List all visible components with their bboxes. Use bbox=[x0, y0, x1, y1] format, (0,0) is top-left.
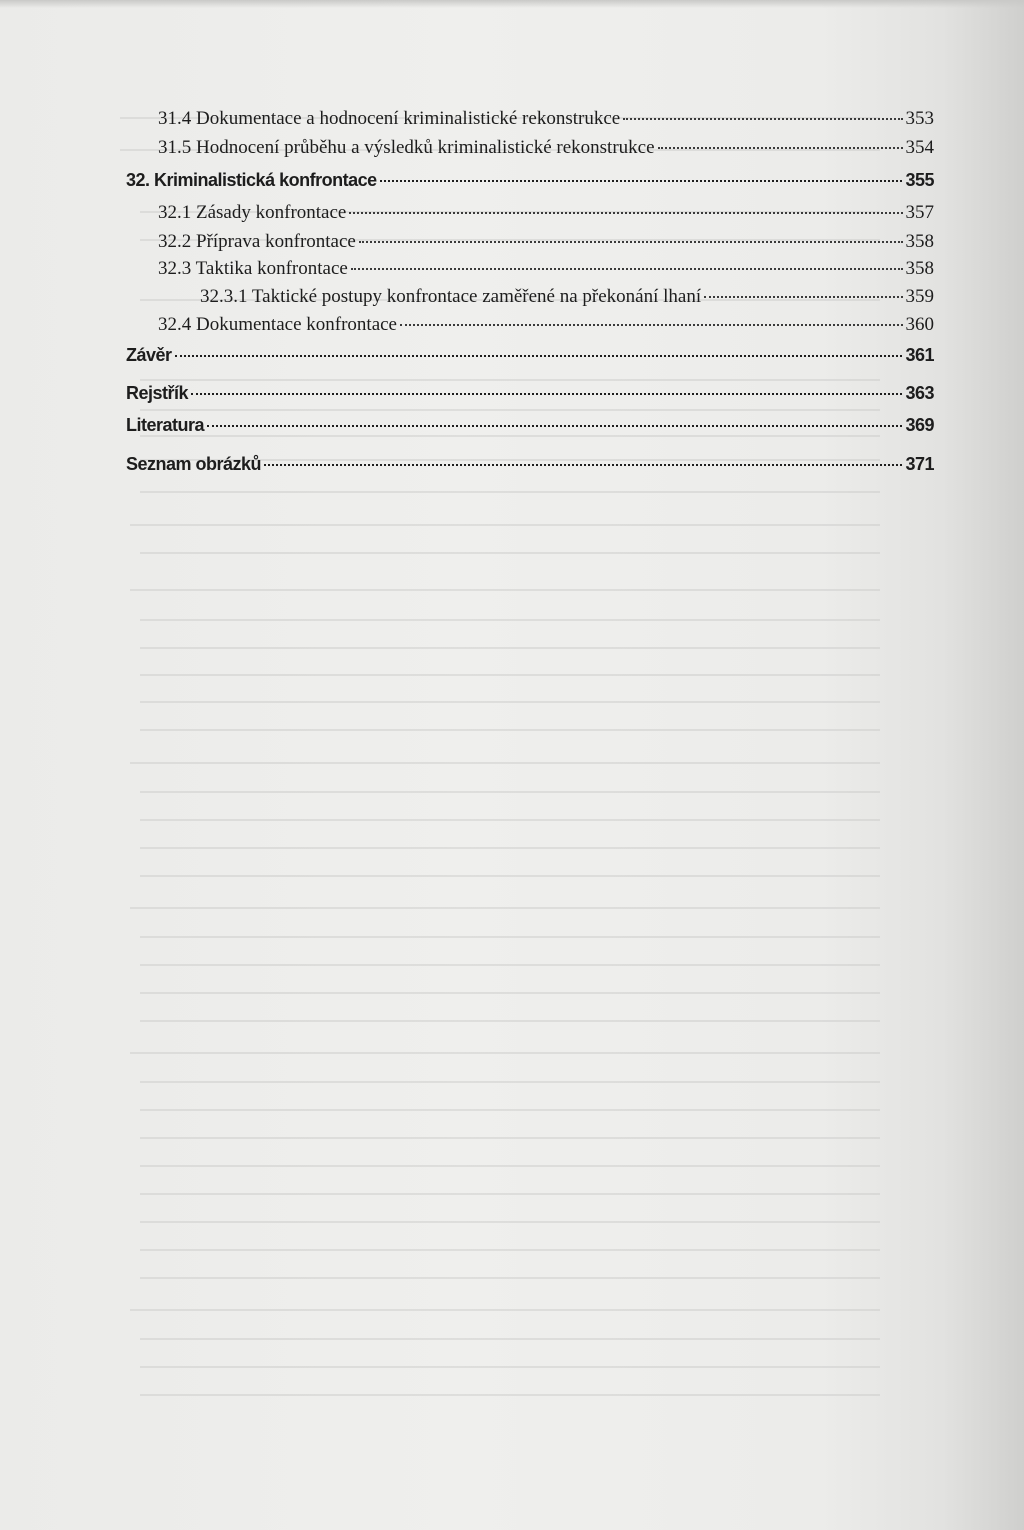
toc-chapter-page: 361 bbox=[905, 345, 934, 365]
toc-chapter[interactable] bbox=[126, 345, 934, 375]
dot-leader bbox=[359, 241, 903, 243]
toc-chapter[interactable] bbox=[126, 454, 934, 484]
toc-entry[interactable] bbox=[158, 108, 934, 138]
toc-chapter-page: 369 bbox=[905, 415, 934, 435]
toc-subentry-page: 359 bbox=[905, 286, 934, 307]
toc-entry-title: 32.2 Příprava konfrontace bbox=[158, 231, 356, 252]
toc-entry[interactable] bbox=[158, 202, 934, 232]
toc-chapter-page: 371 bbox=[905, 454, 934, 474]
dot-leader bbox=[349, 212, 902, 214]
toc-entry-page: 353 bbox=[905, 108, 934, 129]
toc-entry-page: 360 bbox=[905, 314, 934, 335]
toc-entry-page: 354 bbox=[905, 137, 934, 158]
dot-leader bbox=[207, 425, 902, 427]
toc-chapter[interactable] bbox=[126, 415, 934, 445]
toc-entry-title: 32.3 Taktika konfrontace bbox=[158, 258, 348, 279]
toc-chapter-page: 355 bbox=[905, 170, 934, 190]
toc-chapter-title: Seznam obrázků bbox=[126, 454, 262, 474]
toc-entry-page: 358 bbox=[905, 258, 934, 279]
toc-chapter-title: Literatura bbox=[126, 415, 205, 435]
toc-entry-page: 358 bbox=[905, 231, 934, 252]
toc-subentry[interactable] bbox=[200, 286, 934, 316]
toc-chapter-title: 32. Kriminalistická konfrontace bbox=[126, 170, 377, 190]
toc-chapter[interactable] bbox=[126, 383, 934, 413]
toc-chapter-title: Rejstřík bbox=[126, 383, 189, 403]
dot-leader bbox=[623, 118, 902, 120]
toc-entry[interactable] bbox=[158, 137, 934, 167]
dot-leader bbox=[380, 180, 903, 182]
toc-entry-title: 31.5 Hodnocení průběhu a výsledků kriminalistické rekonstrukce bbox=[158, 137, 655, 158]
toc-entry-page: 357 bbox=[905, 202, 934, 223]
dot-leader bbox=[191, 393, 902, 395]
toc-entry-title: 31.4 Dokumentace a hodnocení kriminalistické rekonstrukce bbox=[158, 108, 621, 129]
toc-entry[interactable] bbox=[158, 314, 934, 344]
dot-leader bbox=[658, 147, 903, 149]
dot-leader bbox=[400, 324, 903, 326]
toc-entry[interactable] bbox=[158, 258, 934, 288]
toc-entry-title: 32.4 Dokumentace konfrontace bbox=[158, 314, 397, 335]
toc-entry-title: 32.1 Zásady konfrontace bbox=[158, 202, 347, 223]
toc-chapter-title: Závěr bbox=[126, 345, 172, 365]
toc-chapter-page: 363 bbox=[905, 383, 934, 403]
toc-subentry-title: 32.3.1 Taktické postupy konfrontace zaměřené na překonání lhaní bbox=[200, 286, 702, 307]
dot-leader bbox=[704, 296, 902, 298]
toc-chapter[interactable] bbox=[126, 170, 934, 200]
toc-entry[interactable] bbox=[158, 231, 934, 261]
dot-leader bbox=[264, 464, 902, 466]
dot-leader bbox=[175, 355, 903, 357]
dot-leader bbox=[351, 268, 903, 270]
page-top-shadow bbox=[0, 0, 1024, 8]
